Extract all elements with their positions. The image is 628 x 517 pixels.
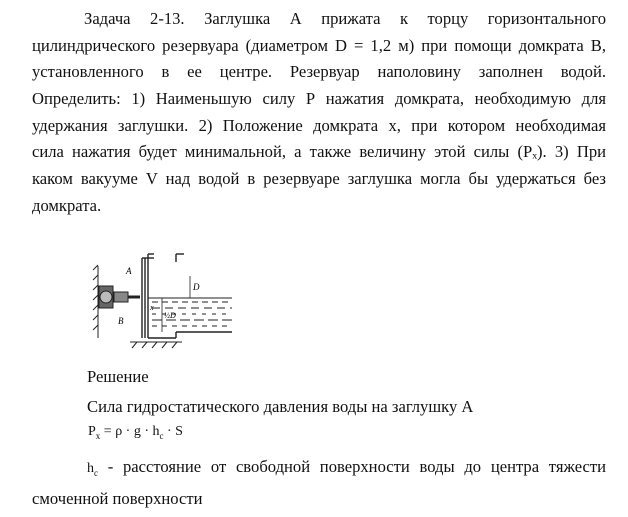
problem-line-7: каком вакууме V над водой в резервуаре заглушка могла бы удержаться без — [32, 169, 606, 189]
hc-definition-cont: смоченной поверхности — [32, 489, 203, 508]
hc-symbol: $h_c$ — [87, 461, 98, 478]
left-wall — [93, 265, 98, 338]
solution-heading: Решение — [87, 367, 149, 386]
jack-b — [99, 286, 140, 308]
ground — [130, 342, 182, 348]
dimension-lines — [162, 276, 190, 332]
label-a: A — [126, 266, 132, 276]
hc-text: - расстояние от свободной поверхности воды до центра тяжести — [107, 457, 606, 476]
formula-tail: · S — [163, 424, 183, 439]
label-d: D — [193, 282, 200, 292]
tank-diagram — [92, 252, 232, 360]
hc-definition — [87, 457, 606, 478]
solution-subheading: Сила гидростатического давления воды на заглушку А — [87, 397, 474, 416]
problem-line-2: цилиндрического резервуара (диаметром D = 1,2 м) при помощи домкрата В, — [32, 35, 606, 55]
water-surface — [148, 298, 232, 326]
formula-left-sub: x — [95, 430, 101, 441]
label-b: B — [118, 316, 124, 326]
problem-line-8: домкрата. — [32, 195, 102, 215]
formula-rhs-sub: c — [159, 430, 164, 441]
problem-line-4: Определить: 1) Наименьшую силу Р нажатия домкрата, необходимую для — [32, 89, 606, 109]
problem-line-5: удержания заглушки. 2) Положение домкрата x, при котором необходимая — [32, 115, 606, 135]
problem-line-3: установленного в ее центре. Резервуар наполовину заполнен водой. — [32, 62, 606, 82]
formula-left: P — [88, 424, 96, 439]
formula-rhs: = ρ · g · h — [103, 424, 160, 439]
label-half-d: ½D — [164, 311, 176, 320]
problem-line-1: Задача 2-13. Заглушка А прижата к торцу горизонтального — [84, 9, 606, 28]
problem-line-6: сила нажатия будет минимальной, а также величину этой силы (Pₓ). 3) При — [32, 142, 606, 162]
pressure-force-formula — [88, 424, 183, 441]
label-x: x — [150, 303, 154, 312]
problem-statement — [32, 6, 606, 220]
